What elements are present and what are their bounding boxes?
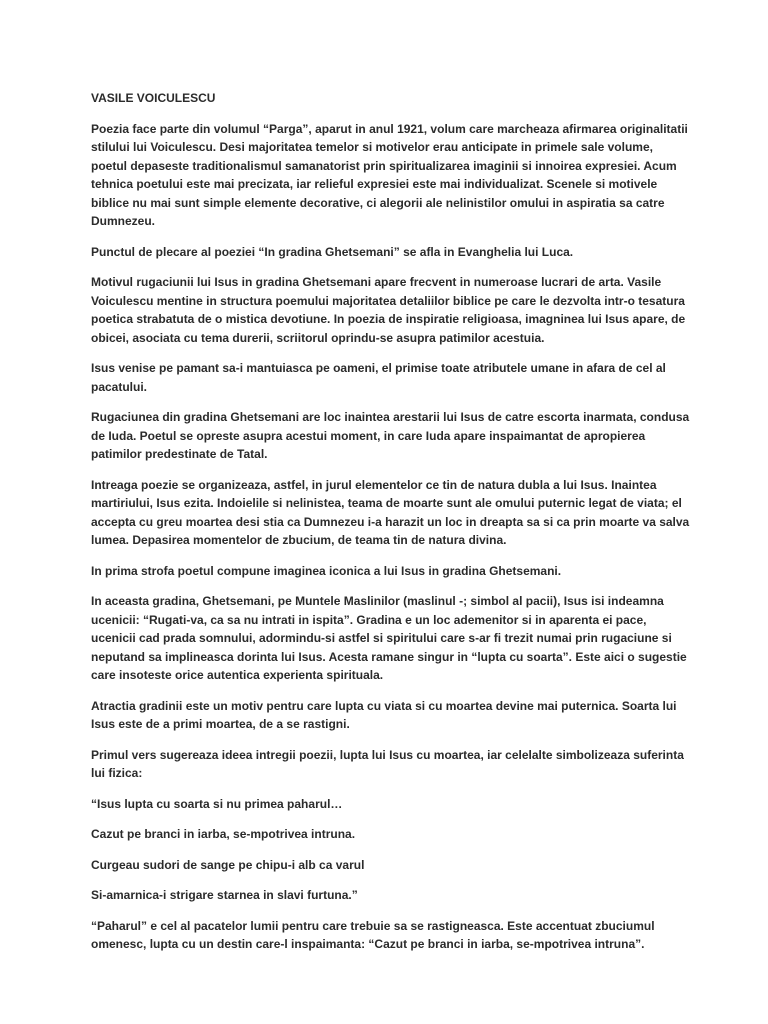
document-body (91, 89, 691, 966)
paragraph-source: Punctul de plecare al poeziei “In gradina Ghetsemani” se afla in Evanghelia lui Luca. (91, 244, 574, 259)
paragraph-garden: In aceasta gradina, Ghetsemani, pe Muntele Maslinilor (maslinul -; simbol al pacii), Isus isi indeamna ucenicii: “Rugati-va, ca sa nu intrati in ispita”. Gradina e un loc ademenitor si in aparenta ei pace, ucenicii cad prada somnului, adormindu-si astfel si spiritului care s-ar fi trezit numai prin rugaciune si neputand sa implineasca dorinta lui Isus. Acesta ramane singur in “lupta cu soarta”. Este aici o sugestie care insoteste orice autentica experienta spirituala. (91, 594, 687, 682)
paragraph-intro: Poezia face parte din volumul “Parga”, aparut in anul 1921, volum care marcheaza afirmarea originalitatii stilului lui Voiculescu. Desi majoritatea temelor si motivelor erau anticipate in primele sale volume, poetul depaseste traditionalismul samanatorist prin spiritualizarea imaginii si innoirea expresiei. Acum tehnica poetului este mai precizata, iar relieful expresiei este mai individualizat. Scenele si motivele biblice nu mai sunt simple elemente decorative, ci alegorii ale nelinistilor omului in aspiratia sa catre Dumnezeu. (91, 121, 688, 228)
verse-line-1: “Isus lupta cu soarta si nu primea paharul… (91, 796, 343, 811)
verse-line-3: Curgeau sudori de sange pe chipu-i alb ca varul (91, 857, 365, 872)
paragraph-cup: “Paharul” e cel al pacatelor lumii pentru care trebuie sa se rastigneasca. Este accentuat zbuciumul omenesc, lupta cu un destin care-l inspaimanta: “Cazut pe branci in iarba, se-mpotrivea intruna”. (91, 918, 655, 951)
paragraph-motif: Motivul rugaciunii lui Isus in gradina Ghetsemani apare frecvent in numeroase lucrari de arta. Vasile Voiculescu mentine in structura poemului majoritatea detaliilor biblice pe care le dezvolta intr-o tesatura poetica strabatuta de o mistica devotiune. In poezia de inspiratie religioasa, imagninea lui Isus apare, de obicei, asociata cu tema durerii, scriitorul oprindu-se asupra patimilor acestuia. (91, 275, 686, 345)
verse-line-4: Si-amarnica-i strigare starnea in slavi furtuna.” (91, 888, 358, 902)
paragraph-dual-nature: Intreaga poezie se organizeaza, astfel, in jurul elementelor ce tin de natura dubla a lui Isus. Inaintea martiriului, Isus ezita. Indoielile si nelinistea, teama de moarte sunt ale omului puternic legat de viata; el accepta cu greu moartea desi stia ca Dumnezeu i-a harazit un loc in dreapta sa si ca prin moarte va salva lumea. Depasirea momentelor de zbucium, de teama tin de natura divina. (91, 477, 690, 547)
paragraph-first-verse: Primul vers sugereaza ideea intregii poezii, lupta lui Isus cu moartea, iar celelalte simbolizeaza suferinta lui fizica: (91, 747, 684, 780)
paragraph-purpose: Isus venise pe pamant sa-i mantuiasca pe oameni, el primise toate atributele umane in afara de cel al pacatului. (91, 361, 666, 394)
paragraph-attraction: Atractia gradinii este un motiv pentru care lupta cu viata si cu moartea devine mai puternica. Soarta lui Isus este de a primi moartea, de a se rastigni. (91, 698, 677, 731)
paragraph-first-stanza: In prima strofa poetul compune imaginea iconica a lui Isus in gradina Ghetsemani. (91, 563, 562, 578)
paragraph-prayer: Rugaciunea din gradina Ghetsemani are loc inaintea arestarii lui Isus de catre escorta inarmata, condusa de Iuda. Poetul se opreste asupra acestui moment, in care Iuda apare inspaimantat de apropierea patimilor predestinate de Tatal. (91, 410, 690, 461)
document-title: VASILE VOICULESCU (91, 91, 216, 105)
verse-line-2: Cazut pe branci in iarba, se-mpotrivea intruna. (91, 827, 356, 841)
